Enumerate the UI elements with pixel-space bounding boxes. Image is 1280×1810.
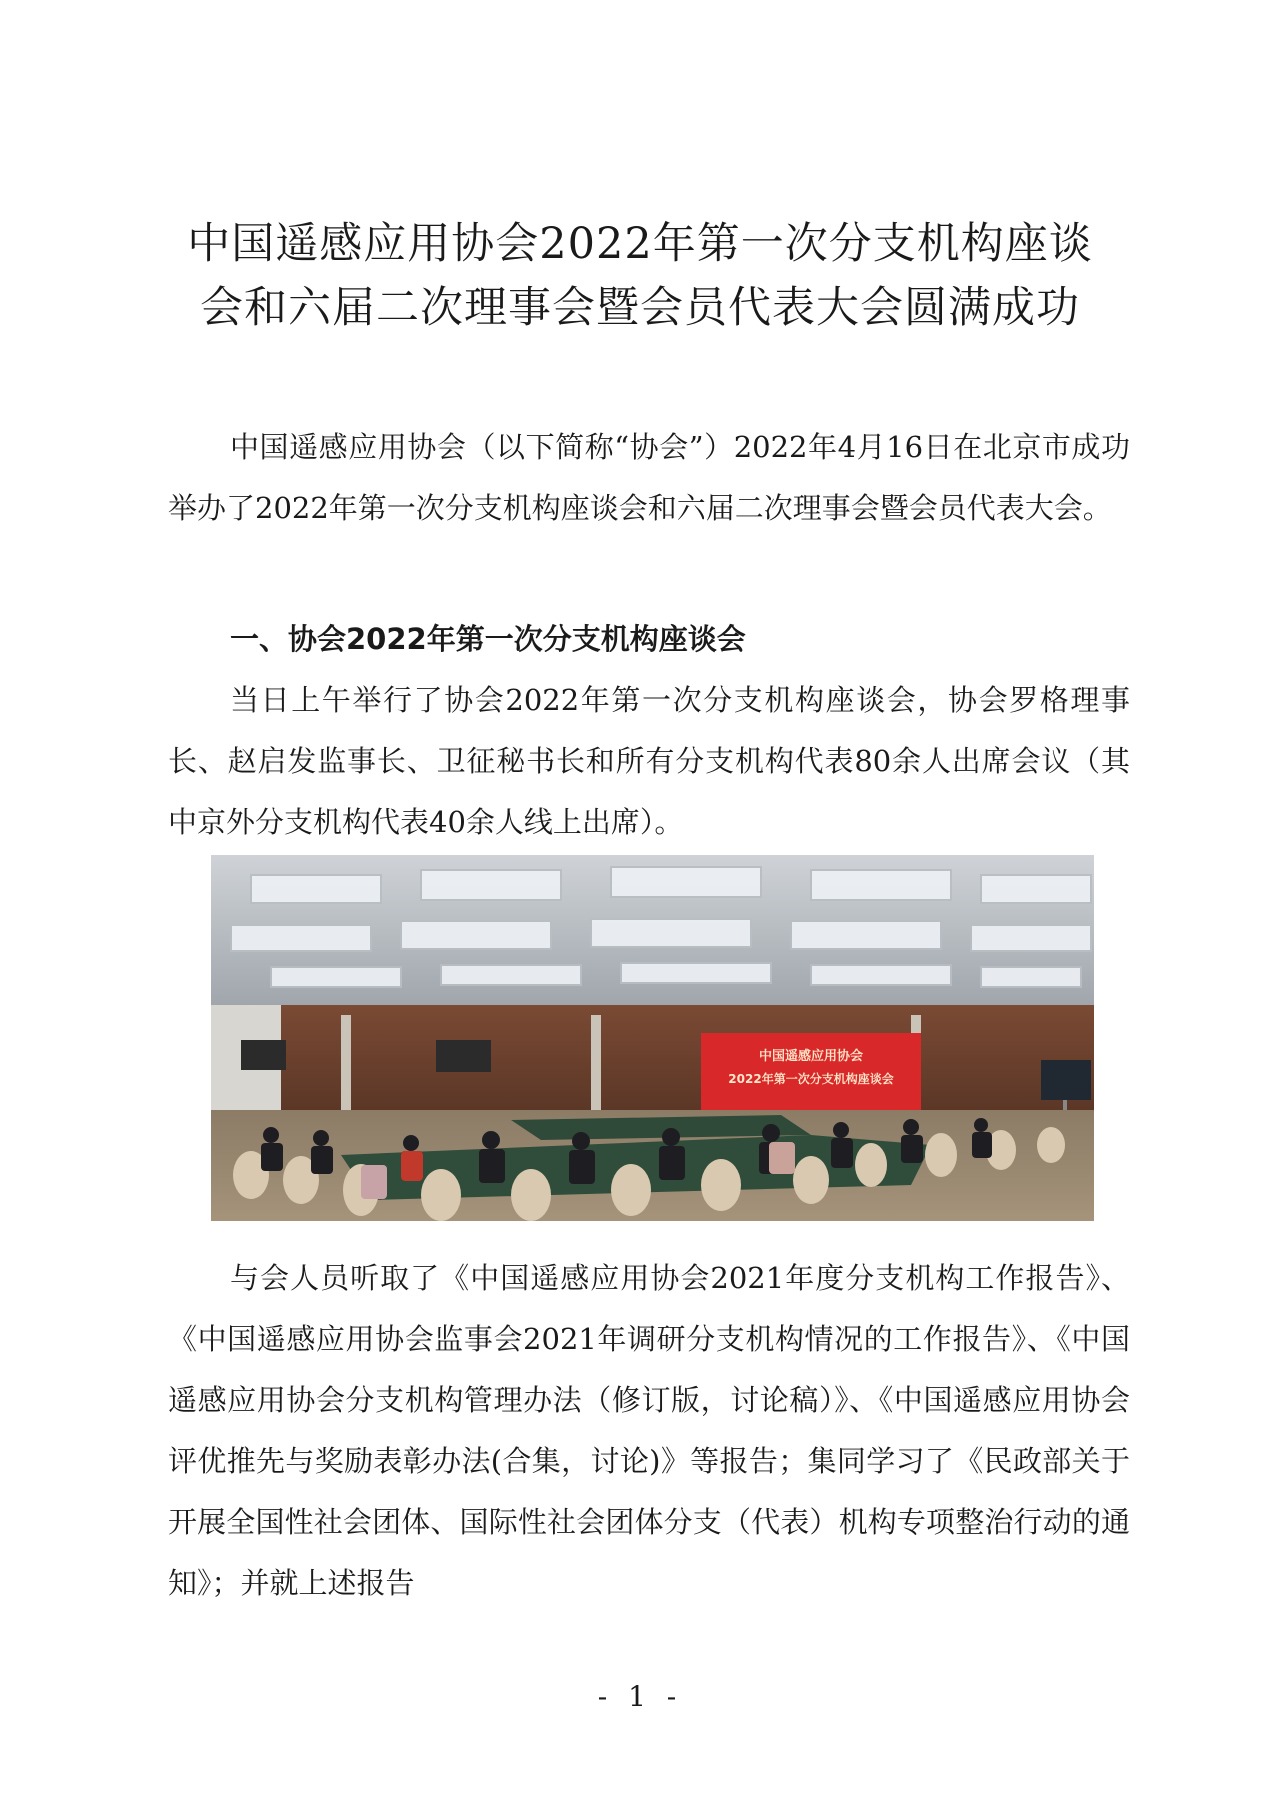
section-paragraph-1: 当日上午举行了协会2022年第一次分支机构座谈会，协会罗格理事长、赵启发监事长、卫征秘书长和所有分支机构代表80余人出席会议（其中京外分支机构代表40余人线上出席）。 <box>168 683 1130 839</box>
section-paragraph-2: 与会人员听取了《中国遥感应用协会2021年度分支机构工作报告》、《中国遥感应用协会监事会2021年调研分支机构情况的工作报告》、《中国遥感应用协会分支机构管理办法（修订版，讨论稿）》、《中国遥感应用协会评优推先与奖励表彰办法(合集，讨论)》等报告；集同学习了《民政部关于开展全国性社会团体、国际性社会团体分支（代表）机构专项整治行动的通知》；并就上述报告 <box>168 1261 1130 1600</box>
screen-title: 中国遥感应用协会 <box>758 1049 864 1064</box>
title-line-2: 会和六届二次理事会暨会员代表大会圆满成功 <box>200 283 1080 333</box>
meeting-photo <box>211 855 1094 1221</box>
section-heading: 一、协会2022年第一次分支机构座谈会 <box>230 622 746 656</box>
screen-subtitle: 2022年第一次分支机构座谈会 <box>728 1072 894 1086</box>
title-line-1: 中国遥感应用协会2022年第一次分支机构座谈 <box>187 219 1093 269</box>
meeting-photo-illustration <box>211 855 1094 1221</box>
page-number: - 1 - <box>597 1680 683 1713</box>
document-title <box>150 212 1130 340</box>
intro-paragraph: 中国遥感应用协会（以下简称“协会”）2022年4月16日在北京市成功举办了2022年第一次分支机构座谈会和六届二次理事会暨会员代表大会。 <box>168 430 1130 525</box>
